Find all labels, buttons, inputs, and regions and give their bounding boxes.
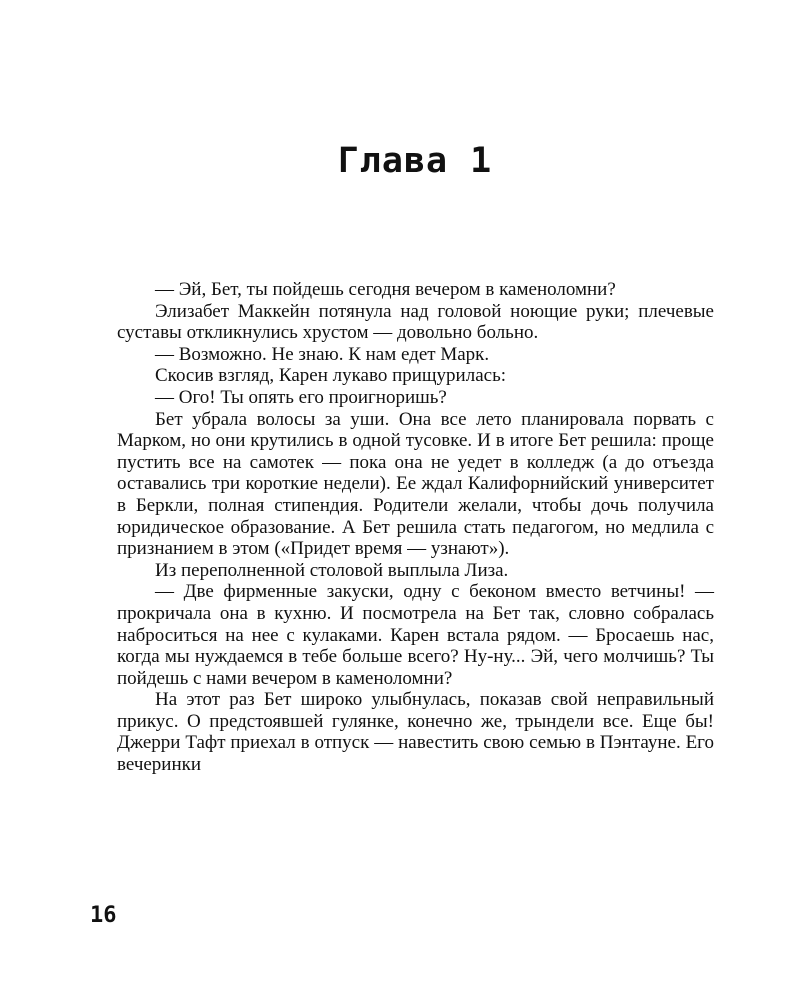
chapter-title: Глава 1	[337, 141, 493, 182]
chapter-body	[117, 279, 714, 776]
paragraph: — Возможно. Не знаю. К нам едет Марк.	[155, 343, 490, 365]
paragraph: Элизабет Маккейн потянула над головой ноющие руки; плечевые суставы откликнулись хрустом — довольно больно.	[117, 300, 714, 344]
page-number: 16	[90, 903, 117, 928]
paragraph: Бет убрала волосы за уши. Она все лето планировала порвать с Марком, но они крутились в одной тусовке. И в итоге Бет решила: проще пустить все на самотек — пока она не уедет в колледж (а до отъезда оставались три короткие недели). Ее ждал Калифорнийский университет в Беркли, полная стипендия. Родители желали, чтобы дочь получила юридическое образование. А Бет решила стать педагогом, но медлила с признанием в этом («Придет время — узнают»).	[117, 408, 714, 560]
paragraph: Из переполненной столовой выплыла Лиза.	[155, 559, 509, 581]
paragraph: — Две фирменные закуски, одну с беконом вместо ветчины! — прокричала она в кухню. И посмотрела на Бет так, словно собралась наброситься на нее с кулаками. Карен встала рядом. — Бросаешь нас, когда мы нуждаемся в тебе больше всего? Ну-ну... Эй, чего молчишь? Ты пойдешь с нами вечером в каменоломни?	[117, 581, 714, 689]
paragraph: На этот раз Бет широко улыбнулась, показав свой неправильный прикус. О предстоявшей гулянке, конечно же, трындели все. Еще бы! Джерри Тафт приехал в отпуск — навестить свою семью в Пэнтауне. Его вечеринки	[117, 689, 714, 776]
paragraph: Скосив взгляд, Карен лукаво прищурилась:	[155, 365, 507, 387]
paragraph: — Эй, Бет, ты пойдешь сегодня вечером в каменоломни?	[155, 279, 616, 300]
paragraph: — Ого! Ты опять его проигноришь?	[155, 386, 447, 408]
